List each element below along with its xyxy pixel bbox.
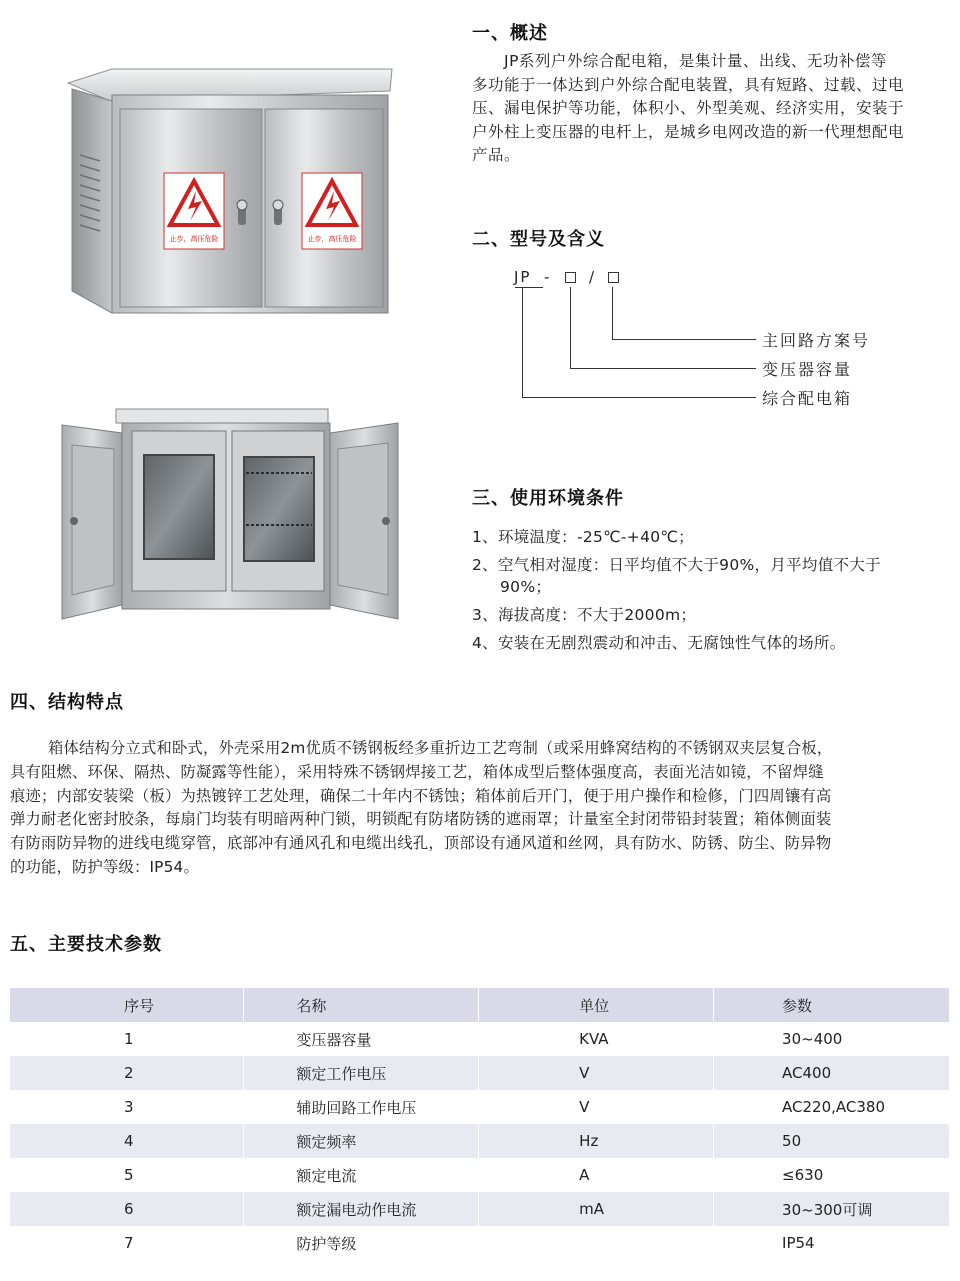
list-item: 4、安装在无剧烈震动和冲击、无腐蚀性气体的场所。 [472,634,846,652]
cell-unit [479,1226,714,1260]
table-row [10,1226,950,1260]
table-row [10,1124,950,1158]
parameter-table [10,988,950,1260]
cell-value: AC220,AC380 [714,1090,950,1124]
list-item: 3、海拔高度：不大于2000m； [472,606,697,624]
header-value: 参数 [714,988,950,1022]
cabinet-open-photo [58,405,408,620]
cell-name: 额定频率 [244,1124,479,1158]
cell-index: 6 [10,1192,244,1226]
cell-value: 30~400 [714,1022,950,1056]
meaning-box: 综合配电箱 [762,389,853,408]
cell-value: ≤630 [714,1158,950,1192]
cell-unit: A [479,1158,714,1192]
section-2-title: 二、型号及含义 [472,229,605,250]
cell-name: 额定工作电压 [244,1056,479,1090]
connector-line [570,368,756,369]
section-1-line: 户外柱上变压器的电杆上，是城乡电网改造的新一代理想配电 [472,122,905,141]
model-prefix: JP [514,268,532,286]
meaning-capacity: 变压器容量 [762,360,853,379]
section-4-line: 箱体结构分立式和卧式，外壳采用2m优质不锈钢板经多重折边工艺弯制（或采用蜂窝结构的不锈钢双夹层复合板， [48,739,833,757]
connector-line [612,287,613,339]
header-index: 序号 [10,988,244,1022]
connector-line [515,287,543,288]
cell-index: 2 [10,1056,244,1090]
table-header-row [10,988,950,1022]
section-4-line: 的功能，防护等级：IP54。 [10,857,199,876]
list-item: 2、空气相对湿度：日平均值不大于90%，月平均值不大于 [472,556,881,574]
section-1-title: 一、概述 [472,23,548,44]
connector-line [612,339,756,340]
list-item: 90%； [500,578,552,596]
cell-unit: V [479,1056,714,1090]
section-1-line: JP系列户外综合配电箱，是集计量、出线、无功补偿等 [504,52,887,70]
cell-name: 变压器容量 [244,1022,479,1056]
section-4-line: 痕迹；内部安装梁（板）为热镀锌工艺处理，确保二十年内不锈蚀；箱体前后开门，便于用户操作和检修，门四周镶有高 [10,786,832,805]
section-1-body [472,50,952,168]
model-dash: - [544,268,552,286]
cell-name: 防护等级 [244,1226,479,1260]
section-5-title: 五、主要技术参数 [10,934,162,955]
cell-value: 50 [714,1124,950,1158]
cell-value: IP54 [714,1226,950,1260]
cell-unit: Hz [479,1124,714,1158]
section-4-body [10,737,955,880]
cell-index: 7 [10,1226,244,1260]
table-row [10,1158,950,1192]
cell-index: 3 [10,1090,244,1124]
list-item: 1、环境温度：-25℃-+40℃； [472,528,694,546]
section-4-line: 具有阻燃、环保、隔热、防凝露等性能），采用特殊不锈钢焊接工艺，箱体成型后整体强度高，表面光洁如镜，不留焊缝 [10,762,824,781]
cabinet-closed-photo [60,65,400,325]
model-box-capacity [565,272,576,283]
cell-index: 1 [10,1022,244,1056]
warning-label-text: 止步，高压危险 [169,235,219,243]
header-name: 名称 [244,988,479,1022]
warning-label-text-2: 止步，高压危险 [307,235,357,243]
cell-value: 30~300可调 [714,1192,950,1226]
section-3-title: 三、使用环境条件 [472,488,624,509]
environment-list [472,526,956,654]
cell-value: AC400 [714,1056,950,1090]
table-row [10,1022,950,1056]
cell-name: 辅助回路工作电压 [244,1090,479,1124]
connector-line [522,287,523,397]
meaning-scheme: 主回路方案号 [762,331,871,350]
section-4-line: 弹力耐老化密封胶条，每扇门均装有明暗两种门锁，明锁配有防堵防锈的遮雨罩；计量室全封闭带铅封装置；箱体侧面装 [10,810,832,829]
cell-unit: KVA [479,1022,714,1056]
table-row [10,1056,950,1090]
section-1-line: 多功能于一体达到户外综合配电装置，具有短路、过载、过电 [472,75,905,94]
table-row [10,1192,950,1226]
connector-line [522,397,756,398]
connector-line [570,287,571,368]
model-slash: / [589,268,597,286]
header-unit: 单位 [479,988,714,1022]
section-1-line: 产品。 [472,146,521,164]
section-4-title: 四、结构特点 [10,692,124,713]
cell-name: 额定电流 [244,1158,479,1192]
cell-index: 4 [10,1124,244,1158]
cell-name: 额定漏电动作电流 [244,1192,479,1226]
section-1-line: 压、漏电保护等功能，体积小、外型美观、经济实用，安装于 [472,99,905,117]
model-box-scheme [608,272,619,283]
section-4-line: 有防雨防异物的进线电缆穿管，底部冲有通风孔和电缆出线孔，顶部设有通风道和丝网，具有防水、防锈、防尘、防异物 [10,834,832,853]
table-row [10,1090,950,1124]
cell-unit: mA [479,1192,714,1226]
cell-unit: V [479,1090,714,1124]
cell-index: 5 [10,1158,244,1192]
